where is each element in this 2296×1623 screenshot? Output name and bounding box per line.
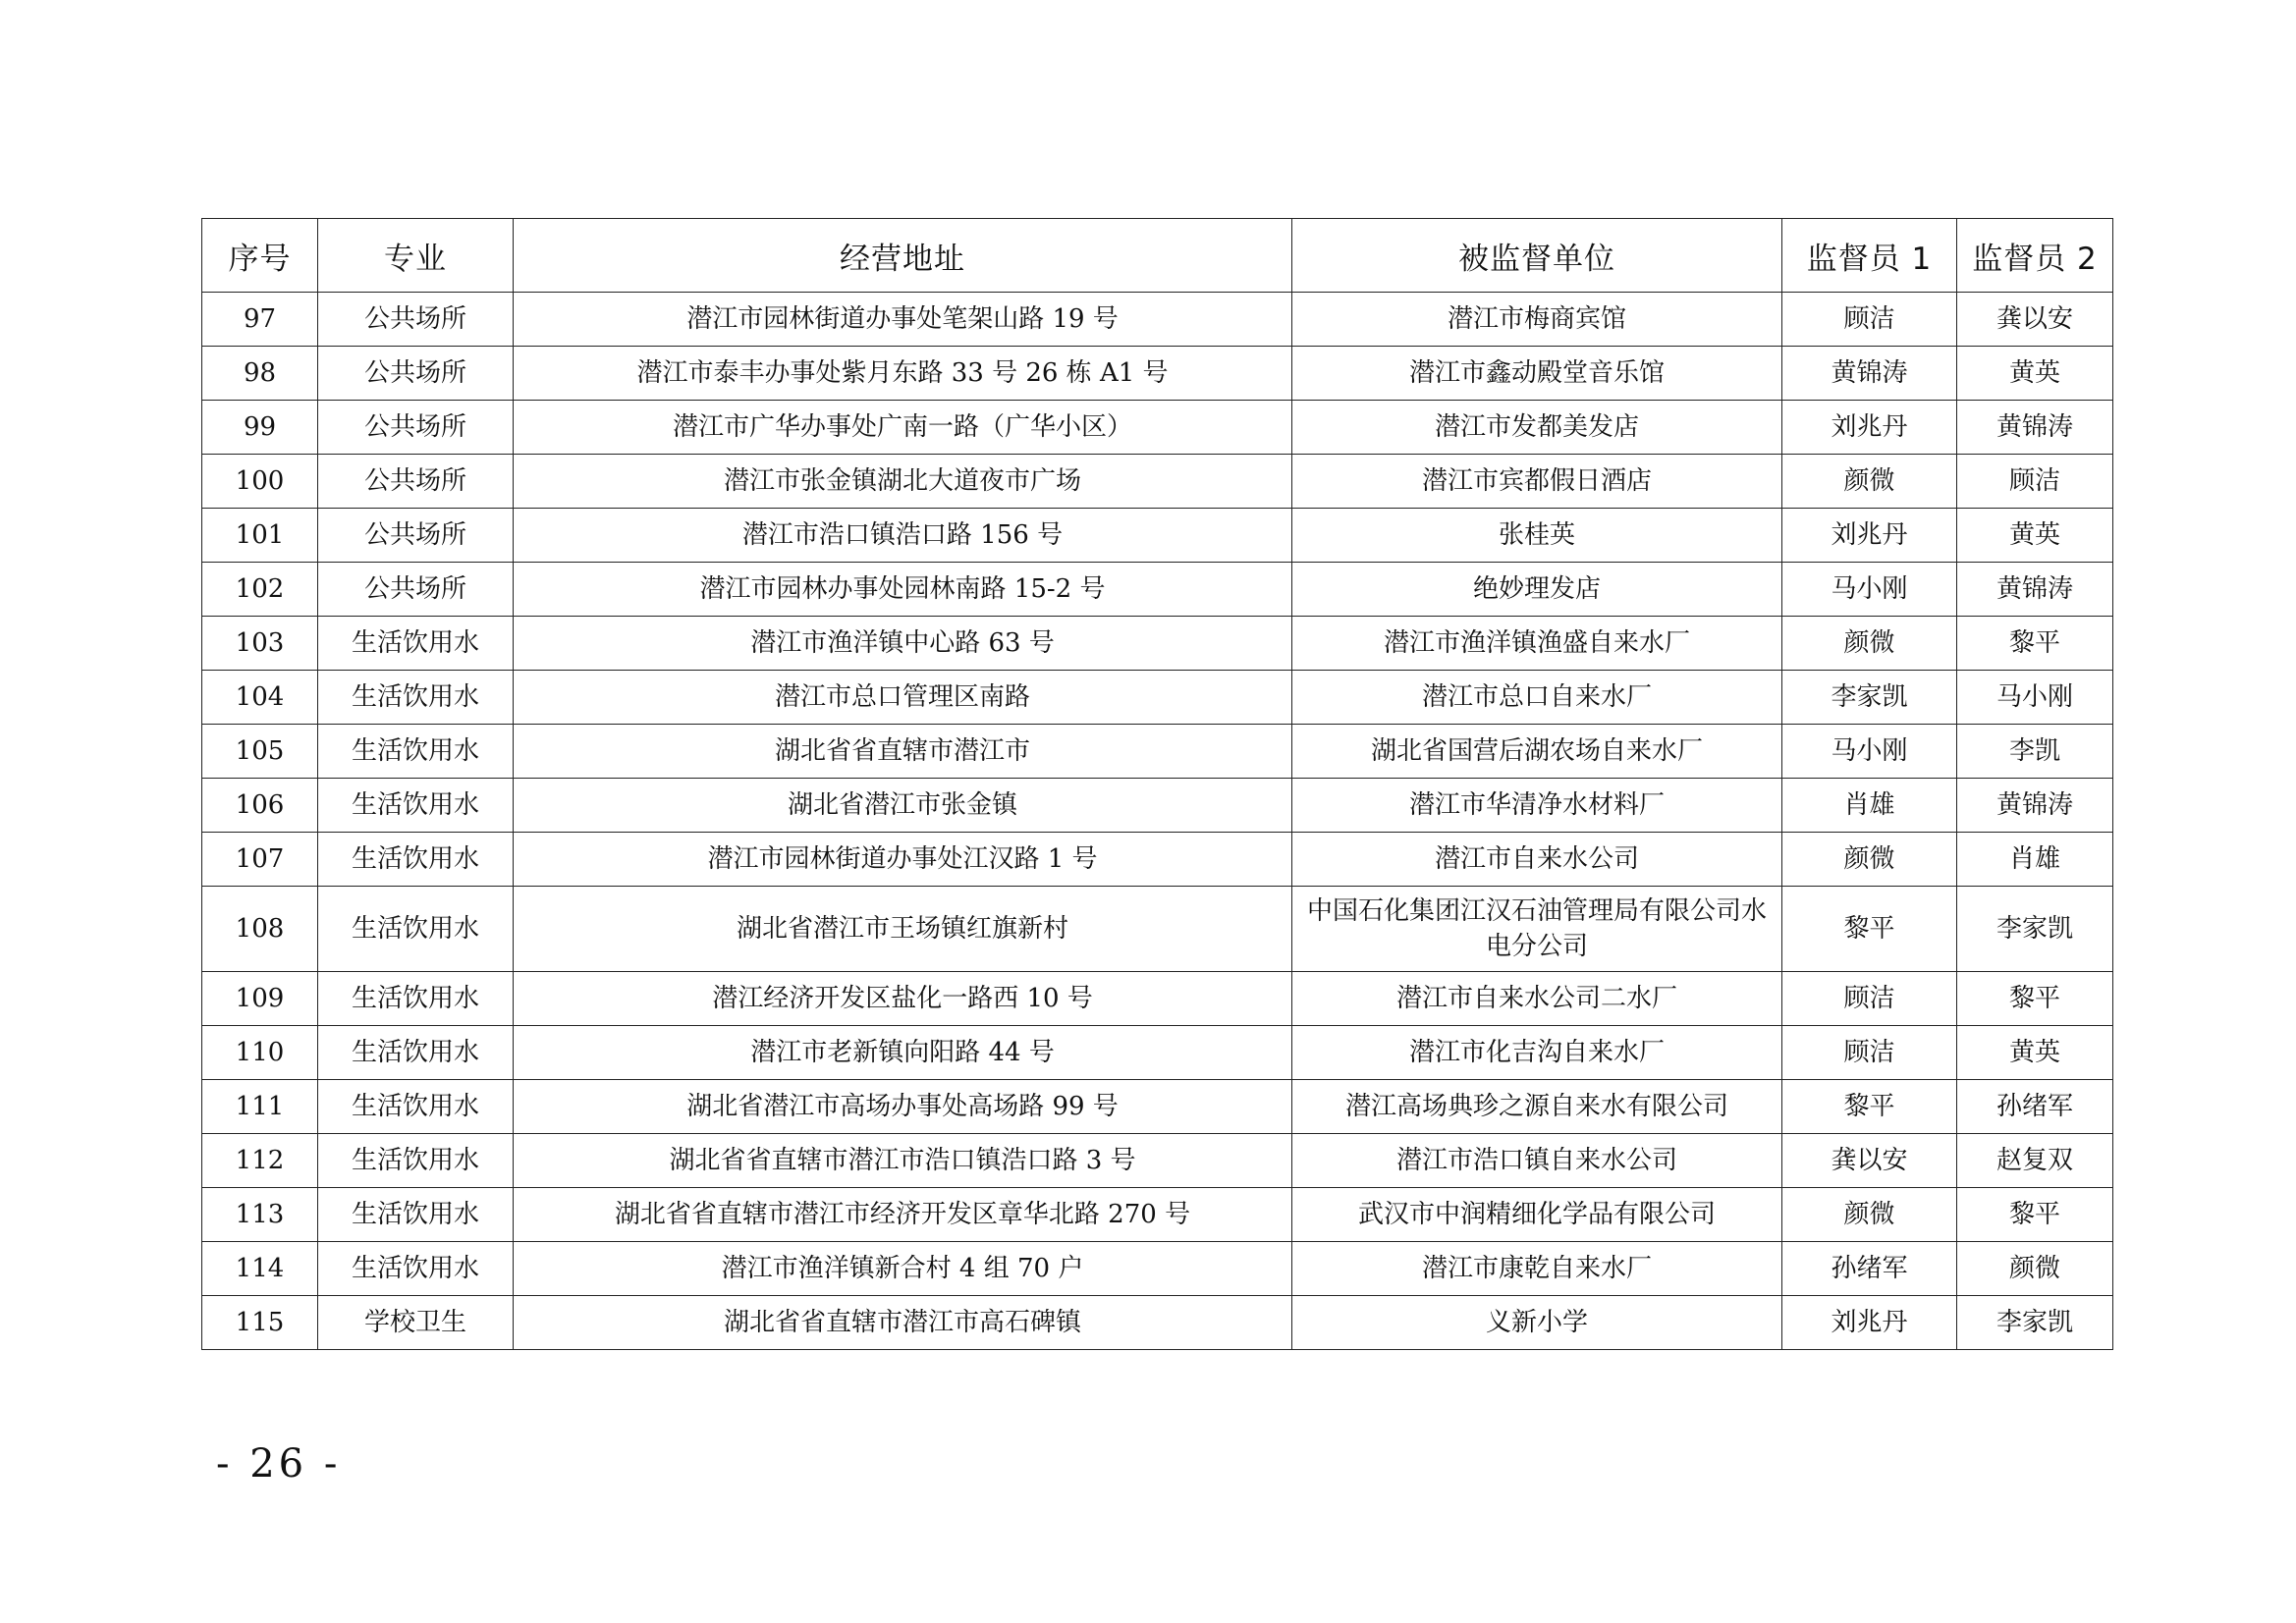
cell-supervised-unit: 潜江市自来水公司 <box>1292 833 1782 887</box>
cell-specialty: 生活饮用水 <box>318 1026 514 1080</box>
cell-inspector-1: 颜微 <box>1782 455 1957 509</box>
cell-specialty: 生活饮用水 <box>318 1242 514 1296</box>
cell-specialty: 生活饮用水 <box>318 1188 514 1242</box>
cell-inspector-1: 黎平 <box>1782 887 1957 972</box>
cell-supervised-unit: 潜江高场典珍之源自来水有限公司 <box>1292 1080 1782 1134</box>
cell-serial: 103 <box>202 617 318 671</box>
table-header <box>202 219 2113 293</box>
cell-supervised-unit: 潜江市华清净水材料厂 <box>1292 779 1782 833</box>
table-row <box>202 1296 2113 1350</box>
cell-inspector-1: 颜微 <box>1782 617 1957 671</box>
cell-inspector-1: 肖雄 <box>1782 779 1957 833</box>
cell-inspector-1: 刘兆丹 <box>1782 1296 1957 1350</box>
cell-specialty: 生活饮用水 <box>318 725 514 779</box>
cell-address: 潜江市泰丰办事处紫月东路 33 号 26 栋 A1 号 <box>514 347 1292 401</box>
header-inspector-1: 监督员 1 <box>1782 219 1957 293</box>
cell-address: 潜江市园林街道办事处笔架山路 19 号 <box>514 293 1292 347</box>
cell-serial: 106 <box>202 779 318 833</box>
cell-supervised-unit: 潜江市自来水公司二水厂 <box>1292 972 1782 1026</box>
table-row <box>202 1134 2113 1188</box>
table-body <box>202 293 2113 1350</box>
cell-serial: 104 <box>202 671 318 725</box>
table-row <box>202 1026 2113 1080</box>
cell-address: 潜江市园林办事处园林南路 15-2 号 <box>514 563 1292 617</box>
cell-address: 潜江市渔洋镇中心路 63 号 <box>514 617 1292 671</box>
cell-specialty: 生活饮用水 <box>318 779 514 833</box>
cell-serial: 98 <box>202 347 318 401</box>
cell-address: 潜江市总口管理区南路 <box>514 671 1292 725</box>
table-row <box>202 671 2113 725</box>
cell-inspector-2: 肖雄 <box>1957 833 2113 887</box>
cell-supervised-unit: 潜江市化吉沟自来水厂 <box>1292 1026 1782 1080</box>
cell-supervised-unit: 潜江市发都美发店 <box>1292 401 1782 455</box>
cell-supervised-unit: 潜江市浩口镇自来水公司 <box>1292 1134 1782 1188</box>
cell-inspector-2: 黄锦涛 <box>1957 563 2113 617</box>
cell-specialty: 公共场所 <box>318 293 514 347</box>
cell-address: 潜江市渔洋镇新合村 4 组 70 户 <box>514 1242 1292 1296</box>
cell-supervised-unit: 潜江市梅商宾馆 <box>1292 293 1782 347</box>
cell-inspector-2: 黄英 <box>1957 509 2113 563</box>
cell-inspector-2: 李家凯 <box>1957 1296 2113 1350</box>
cell-inspector-2: 黎平 <box>1957 617 2113 671</box>
cell-supervised-unit: 武汉市中润精细化学品有限公司 <box>1292 1188 1782 1242</box>
cell-specialty: 公共场所 <box>318 401 514 455</box>
table-row <box>202 293 2113 347</box>
cell-address: 湖北省省直辖市潜江市高石碑镇 <box>514 1296 1292 1350</box>
table-row <box>202 509 2113 563</box>
cell-supervised-unit: 潜江市总口自来水厂 <box>1292 671 1782 725</box>
cell-inspector-1: 顾洁 <box>1782 1026 1957 1080</box>
cell-address: 湖北省潜江市王场镇红旗新村 <box>514 887 1292 972</box>
cell-inspector-2: 黄锦涛 <box>1957 779 2113 833</box>
cell-supervised-unit: 张桂英 <box>1292 509 1782 563</box>
cell-supervised-unit: 中国石化集团江汉石油管理局有限公司水电分公司 <box>1292 887 1782 972</box>
cell-specialty: 公共场所 <box>318 347 514 401</box>
cell-serial: 109 <box>202 972 318 1026</box>
cell-serial: 110 <box>202 1026 318 1080</box>
cell-specialty: 生活饮用水 <box>318 1080 514 1134</box>
cell-address: 湖北省省直辖市潜江市经济开发区章华北路 270 号 <box>514 1188 1292 1242</box>
cell-supervised-unit: 潜江市鑫动殿堂音乐馆 <box>1292 347 1782 401</box>
cell-address: 湖北省省直辖市潜江市 <box>514 725 1292 779</box>
cell-supervised-unit: 潜江市康乾自来水厂 <box>1292 1242 1782 1296</box>
cell-inspector-2: 龚以安 <box>1957 293 2113 347</box>
header-inspector-2: 监督员 2 <box>1957 219 2113 293</box>
cell-inspector-1: 龚以安 <box>1782 1134 1957 1188</box>
cell-supervised-unit: 潜江市渔洋镇渔盛自来水厂 <box>1292 617 1782 671</box>
cell-serial: 113 <box>202 1188 318 1242</box>
table-row <box>202 725 2113 779</box>
cell-supervised-unit: 绝妙理发店 <box>1292 563 1782 617</box>
cell-inspector-1: 马小刚 <box>1782 563 1957 617</box>
cell-specialty: 生活饮用水 <box>318 833 514 887</box>
cell-supervised-unit: 义新小学 <box>1292 1296 1782 1350</box>
cell-inspector-1: 顾洁 <box>1782 972 1957 1026</box>
page-number: - 26 - <box>216 1441 342 1487</box>
cell-inspector-1: 刘兆丹 <box>1782 509 1957 563</box>
cell-serial: 111 <box>202 1080 318 1134</box>
cell-inspector-1: 李家凯 <box>1782 671 1957 725</box>
header-address: 经营地址 <box>514 219 1292 293</box>
header-serial: 序号 <box>202 219 318 293</box>
cell-serial: 112 <box>202 1134 318 1188</box>
table-row <box>202 455 2113 509</box>
header-specialty: 专业 <box>318 219 514 293</box>
cell-inspector-2: 赵复双 <box>1957 1134 2113 1188</box>
cell-inspector-2: 李家凯 <box>1957 887 2113 972</box>
cell-address: 潜江市浩口镇浩口路 156 号 <box>514 509 1292 563</box>
table-row <box>202 1242 2113 1296</box>
cell-inspector-1: 刘兆丹 <box>1782 401 1957 455</box>
cell-specialty: 生活饮用水 <box>318 887 514 972</box>
cell-address: 湖北省省直辖市潜江市浩口镇浩口路 3 号 <box>514 1134 1292 1188</box>
cell-specialty: 公共场所 <box>318 455 514 509</box>
table-row <box>202 347 2113 401</box>
table-row <box>202 779 2113 833</box>
table-row <box>202 1188 2113 1242</box>
cell-inspector-1: 颜微 <box>1782 1188 1957 1242</box>
header-supervised-unit: 被监督单位 <box>1292 219 1782 293</box>
cell-address: 潜江市张金镇湖北大道夜市广场 <box>514 455 1292 509</box>
cell-inspector-2: 颜微 <box>1957 1242 2113 1296</box>
cell-inspector-1: 顾洁 <box>1782 293 1957 347</box>
cell-specialty: 生活饮用水 <box>318 617 514 671</box>
cell-address: 潜江经济开发区盐化一路西 10 号 <box>514 972 1292 1026</box>
cell-inspector-2: 孙绪军 <box>1957 1080 2113 1134</box>
table-row <box>202 833 2113 887</box>
cell-inspector-2: 李凯 <box>1957 725 2113 779</box>
cell-address: 潜江市园林街道办事处江汉路 1 号 <box>514 833 1292 887</box>
cell-inspector-1: 黎平 <box>1782 1080 1957 1134</box>
cell-specialty: 生活饮用水 <box>318 1134 514 1188</box>
table-row <box>202 401 2113 455</box>
cell-serial: 102 <box>202 563 318 617</box>
cell-inspector-2: 黄英 <box>1957 347 2113 401</box>
cell-inspector-1: 颜微 <box>1782 833 1957 887</box>
cell-address: 潜江市老新镇向阳路 44 号 <box>514 1026 1292 1080</box>
cell-inspector-2: 黄英 <box>1957 1026 2113 1080</box>
cell-inspector-2: 黎平 <box>1957 1188 2113 1242</box>
header-row <box>202 219 2113 293</box>
cell-supervised-unit: 潜江市宾都假日酒店 <box>1292 455 1782 509</box>
cell-inspector-1: 黄锦涛 <box>1782 347 1957 401</box>
cell-serial: 100 <box>202 455 318 509</box>
table-row <box>202 1080 2113 1134</box>
cell-specialty: 生活饮用水 <box>318 972 514 1026</box>
cell-inspector-1: 马小刚 <box>1782 725 1957 779</box>
cell-serial: 107 <box>202 833 318 887</box>
cell-inspector-2: 马小刚 <box>1957 671 2113 725</box>
cell-inspector-2: 顾洁 <box>1957 455 2113 509</box>
cell-serial: 114 <box>202 1242 318 1296</box>
table-row <box>202 563 2113 617</box>
cell-specialty: 公共场所 <box>318 563 514 617</box>
supervision-table <box>201 218 2113 1350</box>
cell-specialty: 公共场所 <box>318 509 514 563</box>
cell-supervised-unit: 湖北省国营后湖农场自来水厂 <box>1292 725 1782 779</box>
cell-inspector-2: 黎平 <box>1957 972 2113 1026</box>
cell-serial: 97 <box>202 293 318 347</box>
cell-serial: 115 <box>202 1296 318 1350</box>
cell-address: 潜江市广华办事处广南一路（广华小区） <box>514 401 1292 455</box>
table-row <box>202 972 2113 1026</box>
cell-address: 湖北省潜江市高场办事处高场路 99 号 <box>514 1080 1292 1134</box>
cell-address: 湖北省潜江市张金镇 <box>514 779 1292 833</box>
cell-inspector-1: 孙绪军 <box>1782 1242 1957 1296</box>
cell-inspector-2: 黄锦涛 <box>1957 401 2113 455</box>
cell-serial: 101 <box>202 509 318 563</box>
table-row <box>202 887 2113 972</box>
cell-specialty: 生活饮用水 <box>318 671 514 725</box>
table-row <box>202 617 2113 671</box>
cell-serial: 99 <box>202 401 318 455</box>
cell-serial: 105 <box>202 725 318 779</box>
cell-serial: 108 <box>202 887 318 972</box>
cell-specialty: 学校卫生 <box>318 1296 514 1350</box>
